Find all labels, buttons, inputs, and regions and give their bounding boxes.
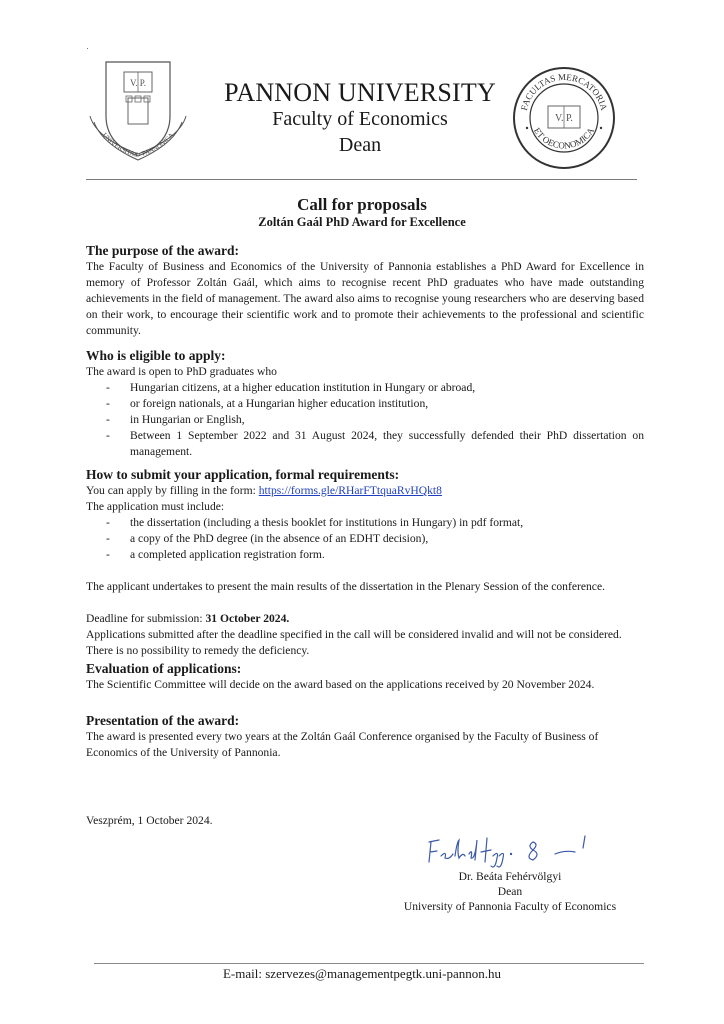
section-text: The Faculty of Business and Economics of the University of Pannonia establishes a PhD Award for Excellence in memory of Professor Zoltán Gaál, which aims to recognise recent PhD graduates who have made outstanding achievements in the field of management. The award also aims to recognise young researchers who are deserving based on their work, to encourage their scientific work and to promote their achievements to the professional and scientific community. [86,260,644,337]
dash-bullet: - [106,381,110,394]
list-item-text: or foreign nationals, at a Hungarian higher education institution, [130,397,429,410]
must-include-text: The application must include: [86,500,225,513]
section-text: The Scientific Committee will decide on the award based on the applications received by 20 November 2024. [86,678,595,691]
undertaking-text: The applicant undertakes to present the main results of the dissertation in the Plenary Session of the conference. [86,580,605,593]
university-crest-icon [86,58,188,163]
email-label: E-mail: [222,966,266,981]
form-prefix: You can apply by filling in the form: [86,484,259,497]
page-subtitle: Zoltán Gaál PhD Award for Excellence [258,215,466,229]
footer-divider [94,963,644,964]
section-intro: The award is open to PhD graduates who [86,365,277,378]
section-heading: Presentation of the award: [86,713,240,728]
list-item-text: a copy of the PhD degree (in the absence of an EDHT decision), [130,532,429,545]
section-presentation [86,713,644,761]
deadline-note: There is no possibility to remedy the deficiency. [86,644,310,657]
svg-text:UNIVERSITAS · PANNONICA: UNIVERSITAS · PANNONICA [100,131,176,160]
section-submission [86,467,644,659]
section-purpose [86,243,644,339]
place-date: Veszprém, 1 October 2024. [86,814,213,827]
dash-bullet: - [106,397,110,410]
list-item-text: in Hungarian or English, [130,413,245,426]
crest-book-text: V. P. [129,78,147,88]
handwritten-signature-icon [425,832,625,872]
office-name: Dean [338,134,382,156]
list-item [86,412,644,428]
deadline-label: Deadline for submission: [86,612,206,625]
header-divider [86,179,637,180]
faculty-seal-logo [512,66,616,170]
signer-organization: University of Pannonia Faculty of Economics [403,900,617,913]
university-crest-logo [86,58,188,163]
requirements-list [86,515,644,563]
list-item-text: the dissertation (including a thesis booklet for institutions in Hungary) in pdf format, [130,516,524,529]
application-form-link[interactable]: https://forms.gle/RHarFTtquaRvHQkt8 [258,484,442,497]
list-item-text: Between 1 September 2022 and 31 August 2024, they successfully defended their PhD dissertation on management. [130,429,644,458]
dash-bullet: - [106,413,110,426]
section-evaluation [86,661,644,693]
list-item [86,547,644,563]
dash-bullet: - [106,429,110,442]
section-heading: Who is eligible to apply: [86,348,226,363]
section-eligibility [86,348,644,460]
section-heading: Evaluation of applications: [86,661,242,676]
signer-title: Dean [497,885,523,898]
page-title: Call for proposals [297,195,427,214]
dash-bullet: - [106,548,110,561]
list-item [86,515,644,531]
list-item [86,428,644,460]
svg-text:FACULTAS MERCATORIA: FACULTAS MERCATORIA [518,71,610,112]
form-line [86,483,644,499]
list-item [86,380,644,396]
svg-text:V. P.: V. P. [555,113,573,124]
list-item-text: Hungarian citizens, at a higher education institution in Hungary or abroad, [130,381,476,394]
deadline-date: 31 October 2024. [205,612,290,625]
faculty-name: Faculty of Economics [272,108,448,130]
footer-email-line [0,966,724,982]
signer-name: Dr. Beáta Fehérvölgyi [458,870,562,883]
deadline-line [86,611,644,627]
signature [425,832,625,872]
deadline-note: Applications submitted after the deadline specified in the call will be considered invalid and will not be considered. [86,628,622,641]
faculty-seal-icon [512,66,616,170]
list-item-text: a completed application registration form. [130,548,325,561]
section-heading: How to submit your application, formal requirements: [86,467,400,482]
dash-bullet: - [106,516,110,529]
dash-bullet: - [106,532,110,545]
stray-dot [87,48,88,49]
list-item [86,531,644,547]
eligibility-list [86,380,644,460]
svg-text:ET OECONOMICA: ET OECONOMICA [531,125,597,151]
section-text: The award is presented every two years at the Zoltán Gaál Conference organised by the Faculty of Business of Economics of the University of Pannonia. [86,730,599,759]
section-heading: The purpose of the award: [86,243,240,258]
email-address[interactable]: szervezes@managementpegtk.uni-pannon.hu [265,966,502,981]
university-name: PANNON UNIVERSITY [224,78,496,107]
list-item [86,396,644,412]
